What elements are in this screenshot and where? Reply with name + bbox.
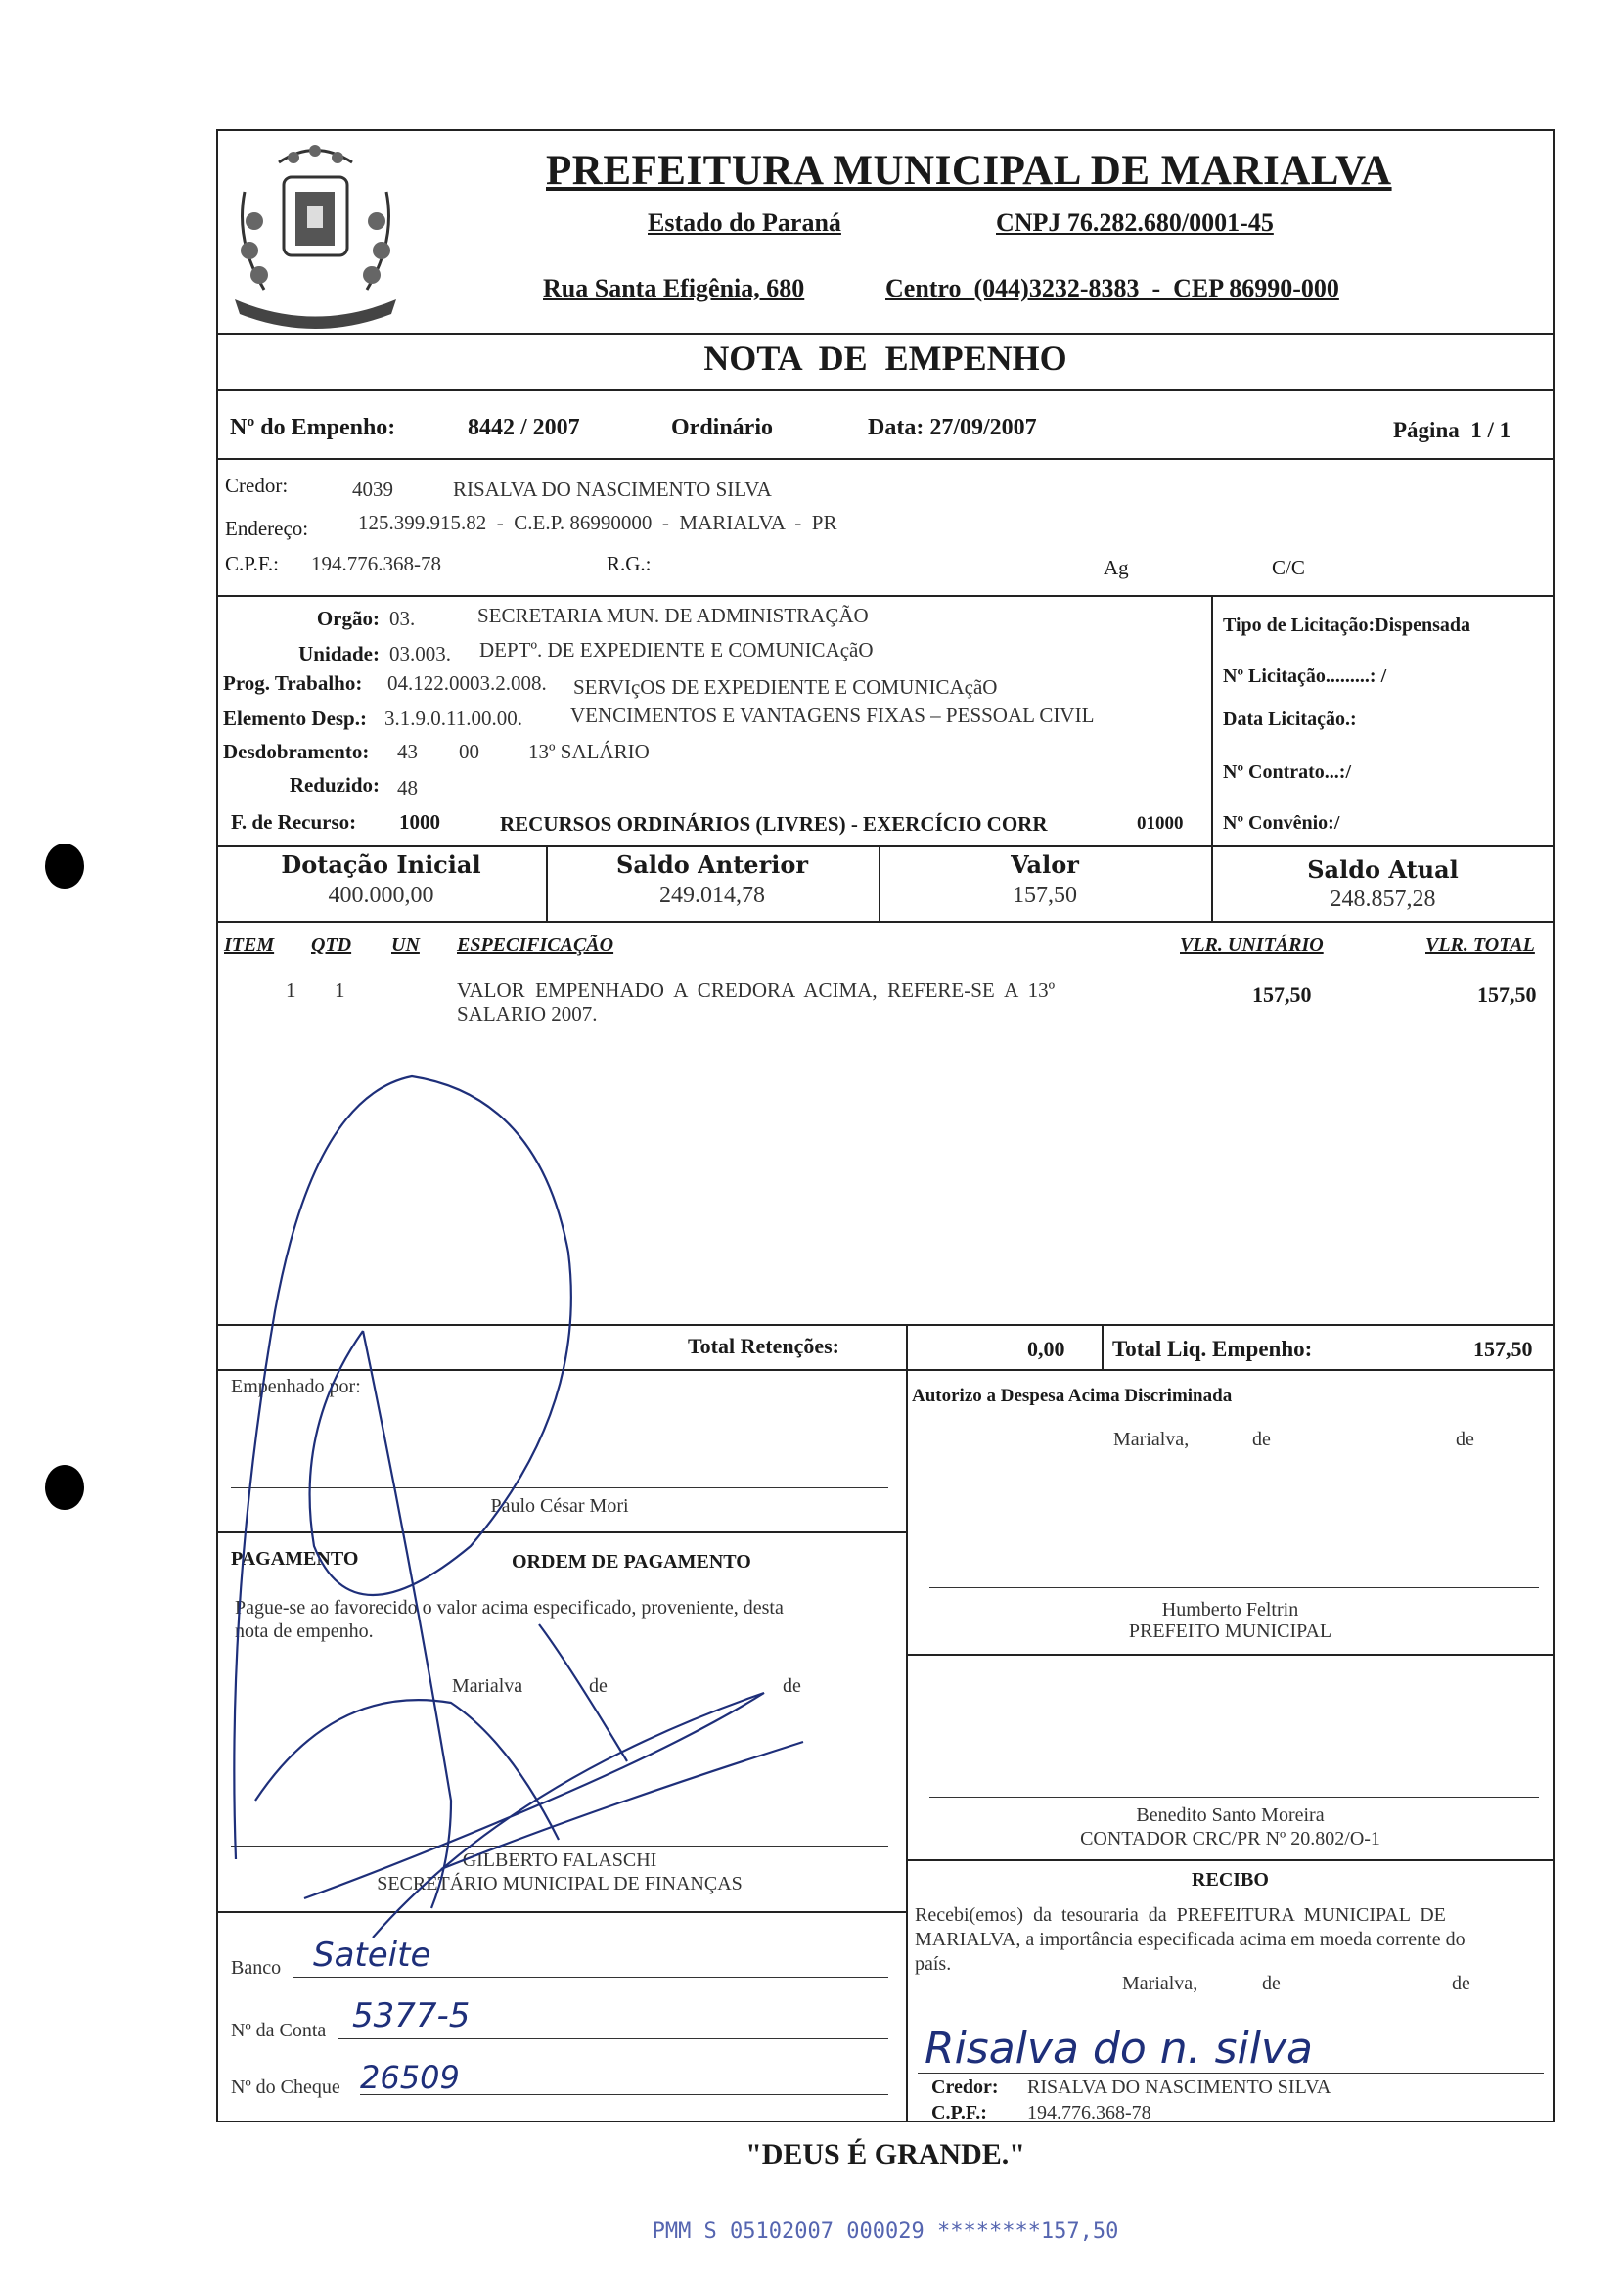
divider: [1102, 1324, 1104, 1369]
divider: [906, 1654, 1555, 1656]
item-unit-value: 157,50: [1252, 982, 1312, 1007]
ordem-pagamento-label: ORDEM DE PAGAMENTO: [512, 1551, 751, 1573]
saldo-atual-label: Saldo Atual: [1307, 855, 1459, 884]
cpf-value: 194.776.368-78: [311, 552, 441, 575]
secretario-cargo: SECRETÁRIO MUNICIPAL DE FINANÇAS: [377, 1873, 743, 1894]
elemento-value: 3.1.9.0.11.00.00.: [384, 707, 522, 730]
empenho-date: Data: 27/09/2007: [868, 415, 1037, 440]
cpf-label: C.P.F.:: [225, 552, 279, 575]
item-spec-line1: VALOR EMPENHADO A CREDORA ACIMA, REFERE-SE A 13º: [457, 979, 1056, 1002]
col-vlr-unitario: VLR. UNITÁRIO: [1180, 935, 1324, 956]
item-qty: 1: [335, 979, 345, 1002]
elemento-desc: VENCIMENTOS E VANTAGENS FIXAS – PESSOAL CIVIL: [570, 704, 1095, 727]
divider: [906, 1859, 1555, 1861]
banco-label: Banco: [231, 1957, 282, 1979]
orgao-value: 03.: [389, 607, 416, 630]
recibo-credor-label: Credor:: [931, 2076, 999, 2098]
saldo-anterior-value: 249.014,78: [659, 883, 765, 908]
pagamento-marialva: Marialva: [452, 1675, 523, 1697]
empenhado-por-label: Empenhado por:: [231, 1376, 361, 1397]
street-address: Rua Santa Efigênia, 680: [543, 274, 805, 302]
motto: "DEUS É GRANDE.": [745, 2138, 1025, 2170]
divider: [216, 595, 1555, 597]
payment-stamp: PMM S 05102007 000029 ********157,50: [652, 2219, 1119, 2244]
signature-line: [929, 1797, 1539, 1798]
licitacao-numero: Nº Licitação.........: /: [1223, 665, 1387, 687]
municipality-title: PREFEITURA MUNICIPAL DE MARIALVA: [546, 148, 1392, 194]
recurso-desc: RECURSOS ORDINÁRIOS (LIVRES) - EXERCÍCIO CORR: [500, 812, 1048, 836]
desdobramento-value1: 43: [397, 740, 418, 763]
document-title: NOTA DE EMPENHO: [703, 339, 1067, 378]
divider: [1211, 595, 1213, 846]
signature-line: [929, 1587, 1539, 1588]
autorizo-de1: de: [1252, 1429, 1271, 1450]
prog-value: 04.122.0003.2.008.: [387, 671, 547, 695]
recibo-text-line2: MARIALVA, a importância especificada acima em moeda corrente do: [915, 1929, 1466, 1950]
contador-nome: Benedito Santo Moreira: [1136, 1804, 1325, 1826]
liquido-label: Total Liq. Empenho:: [1112, 1337, 1313, 1361]
banco-line: [293, 1977, 888, 1978]
punch-hole-bottom: [45, 1465, 84, 1510]
saldo-atual-value: 248.857,28: [1330, 887, 1436, 912]
saldo-anterior-label: Saldo Anterior: [616, 850, 808, 879]
pagamento-label: PAGAMENTO: [231, 1548, 359, 1570]
recurso-value: 1000: [399, 810, 440, 834]
page-number: Página 1 / 1: [1393, 418, 1511, 442]
desdobramento-value2: 00: [459, 740, 479, 763]
cheque-label: Nº do Cheque: [231, 2076, 340, 2098]
cnpj: CNPJ 76.282.680/0001-45: [996, 208, 1274, 237]
valor-label: Valor: [1011, 850, 1079, 879]
recibo-de2: de: [1452, 1973, 1470, 1994]
unidade-value: 03.003.: [389, 642, 451, 665]
coat-of-arms-logo: [225, 133, 406, 329]
recibo-marialva: Marialva,: [1122, 1973, 1198, 1994]
secretario-nome: GILBERTO FALASCHI: [462, 1849, 657, 1871]
recibo-text-line3: país.: [915, 1953, 952, 1975]
divider: [216, 333, 1555, 335]
divider: [216, 845, 1555, 847]
reduzido-label: Reduzido:: [289, 773, 380, 797]
retencoes-value: 0,00: [1027, 1337, 1065, 1361]
rg-label: R.G.:: [607, 552, 652, 575]
valor-value: 157,50: [1013, 883, 1077, 908]
account-label: C/C: [1272, 556, 1305, 579]
signature-line: [918, 2073, 1544, 2074]
col-especificacao: ESPECIFICAÇÃO: [457, 935, 614, 956]
credor-name: RISALVA DO NASCIMENTO SILVA: [453, 478, 772, 501]
pen-scribble: [216, 1057, 921, 1938]
empenho-type: Ordinário: [671, 415, 774, 440]
prog-label: Prog. Trabalho:: [223, 671, 363, 695]
item-spec-line2: SALARIO 2007.: [457, 1002, 598, 1026]
item-number: 1: [286, 979, 296, 1002]
licitacao-tipo: Tipo de Licitação:Dispensada: [1223, 615, 1470, 636]
convenio-numero: Nº Convênio:/: [1223, 812, 1340, 834]
unidade-desc: DEPTº. DE EXPEDIENTE E COMUNICAçãO: [479, 638, 874, 661]
credor-signature: Risalva do n. silva: [925, 2024, 1313, 2074]
unidade-label: Unidade:: [298, 642, 380, 665]
contador-cargo: CONTADOR CRC/PR Nº 20.802/O-1: [1080, 1828, 1380, 1849]
divider: [216, 389, 1555, 391]
autorizo-label: Autorizo a Despesa Acima Discriminada: [912, 1386, 1233, 1406]
orgao-label: Orgão:: [316, 607, 380, 630]
endereco-label: Endereço:: [225, 517, 309, 540]
state-name: Estado do Paraná: [648, 208, 841, 237]
col-item: ITEM: [224, 935, 275, 956]
empenhado-nome: Paulo César Mori: [490, 1495, 629, 1517]
recibo-de1: de: [1262, 1973, 1281, 1994]
recibo-cpf-label: C.P.F.:: [931, 2102, 987, 2123]
district-phone-cep: Centro (044)3232-8383 - CEP 86990-000: [885, 274, 1339, 302]
dotacao-value: 400.000,00: [328, 883, 434, 908]
recibo-cpf-value: 194.776.368-78: [1027, 2102, 1151, 2123]
desdobramento-label: Desdobramento:: [223, 740, 370, 763]
col-un: UN: [391, 935, 420, 956]
reduzido-value: 48: [397, 776, 418, 799]
conta-label: Nº da Conta: [231, 2020, 327, 2041]
pagamento-text-line1: Pague-se ao favorecido o valor acima especificado, proveniente, desta: [235, 1597, 784, 1619]
credor-code: 4039: [352, 478, 393, 501]
recibo-text-line1: Recebi(emos) da tesouraria da PREFEITURA MUNICIPAL DE: [915, 1904, 1446, 1926]
pagamento-de1: de: [589, 1675, 608, 1697]
item-total-value: 157,50: [1477, 982, 1537, 1007]
punch-hole-top: [45, 844, 84, 889]
recurso-label: F. de Recurso:: [231, 810, 357, 834]
autorizo-de2: de: [1456, 1429, 1474, 1450]
pagamento-text-line2: nota de empenho.: [235, 1620, 374, 1642]
divider: [216, 921, 1555, 923]
conta-value: 5377-5: [352, 1996, 471, 2035]
contrato-numero: Nº Contrato...:/: [1223, 761, 1352, 783]
licitacao-data: Data Licitação.:: [1223, 708, 1357, 730]
liquido-value: 157,50: [1473, 1337, 1533, 1361]
credor-label: Credor:: [225, 474, 289, 497]
recibo-credor-value: RISALVA DO NASCIMENTO SILVA: [1027, 2076, 1331, 2098]
orgao-desc: SECRETARIA MUN. DE ADMINISTRAÇÃO: [477, 604, 869, 627]
empenho-value: 8442 / 2007: [468, 415, 580, 440]
elemento-label: Elemento Desp.:: [223, 707, 367, 730]
prefeito-cargo: PREFEITO MUNICIPAL: [1128, 1620, 1332, 1642]
divider: [216, 458, 1555, 460]
prog-desc: SERVIçOS DE EXPEDIENTE E COMUNICAçãO: [573, 675, 998, 699]
dotacao-label: Dotação Inicial: [281, 850, 481, 879]
banco-value: Sateite: [313, 1936, 431, 1975]
col-vlr-total: VLR. TOTAL: [1425, 935, 1535, 956]
col-qtd: QTD: [311, 935, 352, 956]
cheque-value: 26509: [360, 2059, 460, 2096]
desdobramento-desc: 13º SALÁRIO: [528, 740, 650, 763]
recibo-title: RECIBO: [1192, 1869, 1269, 1891]
pagamento-de2: de: [783, 1675, 801, 1697]
agency-label: Ag: [1104, 556, 1129, 579]
conta-line: [338, 2038, 888, 2039]
recurso-code: 01000: [1137, 813, 1184, 834]
endereco-value: 125.399.915.82 - C.E.P. 86990000 - MARIALVA - PR: [358, 511, 837, 534]
empenho-label: Nº do Empenho:: [230, 415, 396, 440]
autorizo-marialva: Marialva,: [1113, 1429, 1190, 1450]
retencoes-label: Total Retenções:: [688, 1334, 839, 1358]
prefeito-nome: Humberto Feltrin: [1161, 1599, 1299, 1620]
